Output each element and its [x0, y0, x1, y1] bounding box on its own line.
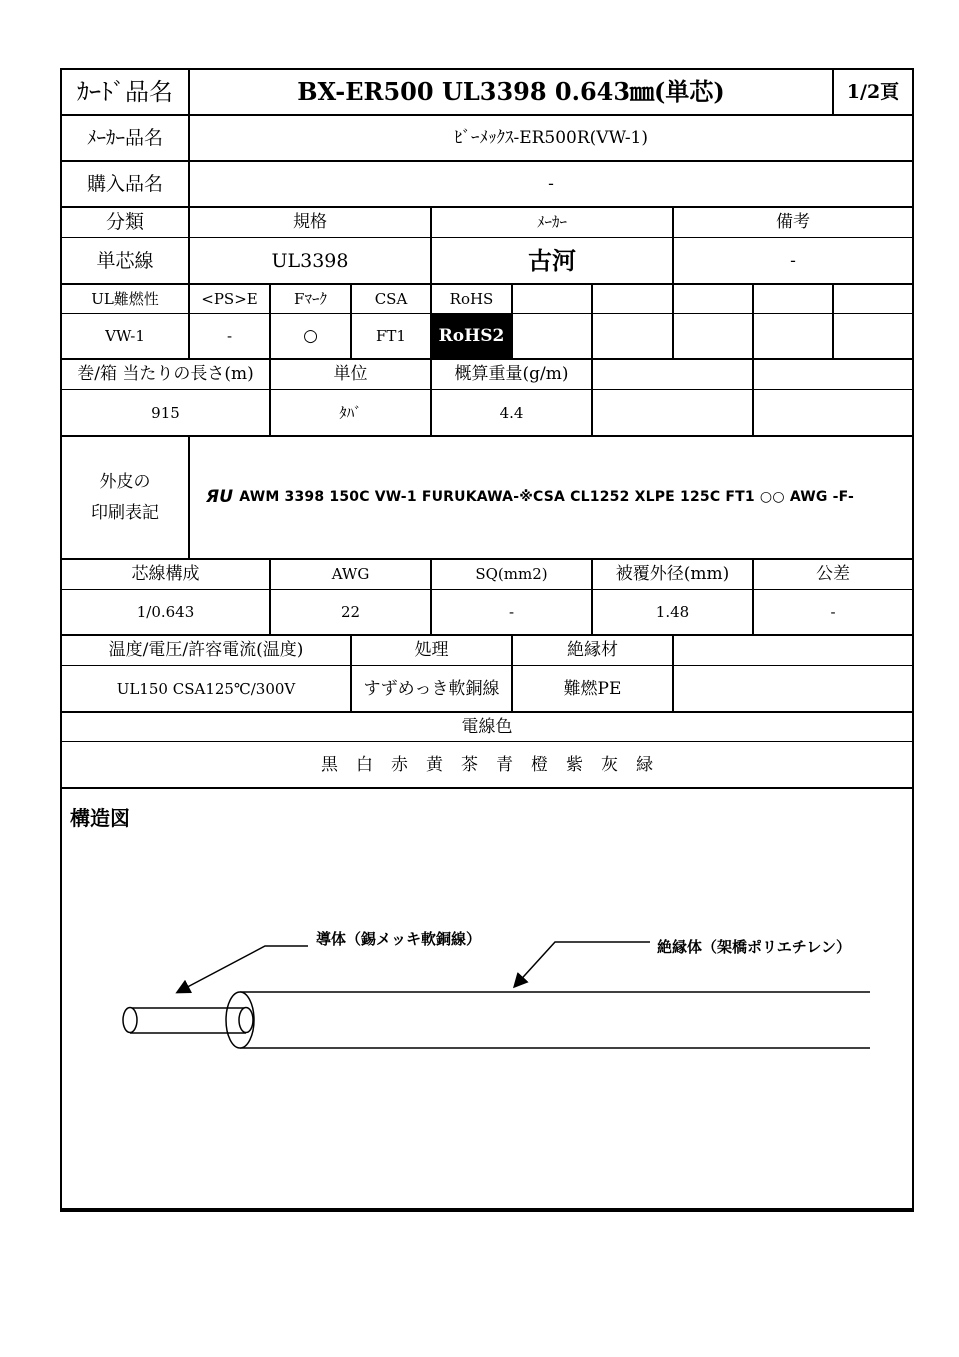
conductor-callout: 導体（錫メッキ軟銅線）	[316, 930, 482, 948]
pse-header: <PS>E	[201, 289, 258, 308]
awg-value: 22	[340, 603, 361, 622]
insulation-value: 難燃PE	[563, 678, 622, 699]
maker-value: 古河	[528, 245, 576, 275]
col-divider	[591, 283, 593, 358]
wire-color-header: 電線色	[461, 716, 513, 737]
maker-header: ﾒｰｶｰ	[536, 213, 567, 232]
length-per-reel-header: 巻/箱 当たりの長さ(m)	[77, 364, 254, 385]
remarks-header: 備考	[776, 212, 810, 233]
rating-value: UL150 CSA125℃/300V	[116, 679, 296, 698]
core-construction-value: 1/0.643	[136, 603, 195, 622]
classification-header: 分類	[105, 211, 144, 234]
wire-color: 橙	[531, 754, 548, 775]
treatment-header: 処理	[414, 640, 449, 661]
wire-color: 黄	[426, 754, 443, 775]
print-marking-string: AWM 3398 150C VW-1 FURUKAWA-※CSA CL1252 XLPE 125C FT1 ○○ AWG -F-	[239, 488, 854, 505]
wire-color: 紫	[566, 754, 583, 775]
purchase-name-label: 購入品名	[86, 172, 163, 195]
row-divider	[60, 389, 914, 390]
csa-value: FT1	[376, 327, 406, 346]
row-divider	[60, 665, 914, 666]
insulation-arrow	[515, 942, 650, 986]
insulation-header: 絶縁材	[567, 640, 618, 661]
col-divider	[672, 634, 674, 711]
tolerance-value: -	[830, 603, 836, 622]
ul-flame-value: VW-1	[105, 327, 145, 346]
col-divider	[752, 358, 754, 435]
card-name-value: BX-ER500 UL3398 0.643㎜(単芯)	[297, 76, 725, 106]
col-divider	[752, 283, 754, 358]
print-marking-label-line1: 外皮の	[99, 471, 151, 492]
wire-color: 白	[356, 754, 373, 775]
conductor-arrow	[178, 946, 308, 992]
card-name-label: ｶｰﾄﾞ品名	[77, 77, 173, 106]
csa-header: CSA	[374, 289, 408, 308]
wire-color: 緑	[636, 754, 653, 775]
bottom-rule	[60, 1208, 914, 1212]
length-per-reel-value: 915	[151, 403, 180, 422]
row-divider	[60, 589, 914, 590]
conductor-end-ellipse	[123, 1008, 137, 1033]
weight-value: 4.4	[499, 403, 524, 422]
wire-color: 赤	[391, 754, 408, 775]
maker-name-value: ﾋﾞｰﾒｯｸｽ-ER500R(VW-1)	[453, 127, 649, 148]
weight-header: 概算重量(g/m)	[454, 364, 569, 385]
row-divider	[60, 787, 914, 789]
col-divider	[511, 283, 513, 358]
treatment-value: すずめっき軟銅線	[363, 678, 500, 699]
standard-value: UL3398	[271, 249, 349, 272]
print-marking-text	[190, 437, 928, 558]
wire-color: 黒	[321, 754, 338, 775]
col-divider	[832, 283, 834, 358]
wire-structure-drawing	[60, 900, 914, 1120]
rating-header: 温度/電圧/許容電流(温度)	[108, 640, 304, 661]
row-divider	[60, 741, 914, 742]
pse-value: -	[226, 327, 233, 346]
ul-flame-header: UL難燃性	[91, 289, 159, 308]
standard-header: 規格	[293, 212, 327, 233]
unit-value: ﾀﾊﾞ	[339, 403, 362, 422]
conductor-inner-ellipse	[239, 1008, 253, 1033]
wire-color: 灰	[601, 754, 618, 775]
structure-diagram-title: 構造図	[70, 806, 130, 830]
wire-color: 青	[496, 754, 513, 775]
rohs-badge: RoHS2	[432, 314, 511, 358]
wire-color-list	[62, 743, 912, 787]
classification-value: 単芯線	[96, 249, 154, 272]
insulation-callout: 絶縁体（架橋ポリエチレン）	[657, 938, 852, 956]
ul-recognized-mark: ЯU	[206, 487, 234, 508]
outer-diameter-value: 1.48	[655, 603, 690, 622]
maker-name-label: ﾒｰｶｰ品名	[86, 126, 163, 149]
page-number: 1/2頁	[846, 80, 900, 103]
f-mark-value: ○	[303, 326, 318, 347]
remarks-value: -	[790, 250, 796, 271]
tolerance-header: 公差	[816, 564, 850, 585]
f-mark-header: Fﾏｰｸ	[294, 289, 327, 308]
awg-header: AWG	[331, 565, 370, 584]
print-marking-label	[62, 437, 188, 558]
core-construction-header: 芯線構成	[131, 564, 200, 585]
sq-value: -	[508, 603, 515, 622]
wire-color: 茶	[461, 754, 478, 775]
col-divider	[591, 358, 593, 435]
purchase-name-value: -	[548, 173, 554, 194]
unit-header: 単位	[333, 364, 368, 385]
outer-diameter-header: 被覆外径(mm)	[615, 564, 730, 585]
print-marking-label-line2: 印刷表記	[91, 502, 159, 523]
sq-header: SQ(mm2)	[475, 565, 548, 584]
rohs-header: RoHS	[449, 289, 494, 308]
col-divider	[672, 283, 674, 358]
